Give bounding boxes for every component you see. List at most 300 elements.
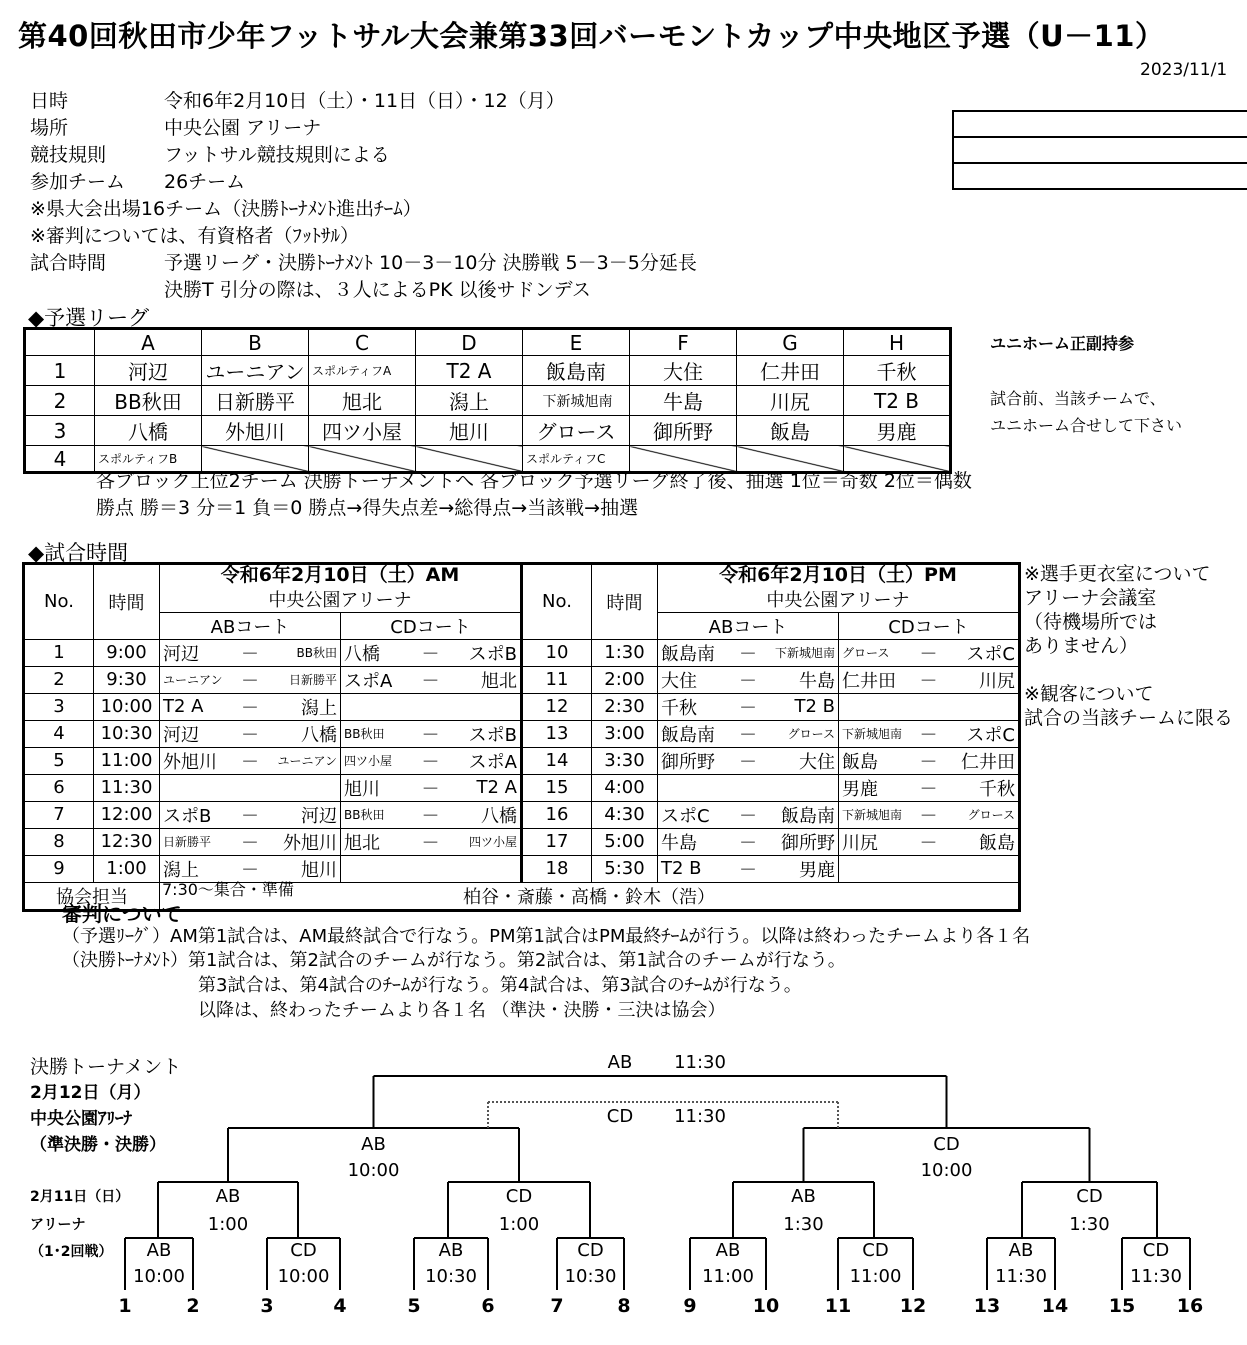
away-team: 八橋 xyxy=(301,724,337,746)
league-row-no: 4 xyxy=(25,446,95,473)
team-cell: ユーニアン xyxy=(202,356,309,386)
away-team: 大住 xyxy=(799,751,835,773)
league-row-no: 2 xyxy=(25,386,95,416)
match-cell xyxy=(839,855,1020,882)
match xyxy=(160,667,340,693)
round1-court: AB xyxy=(715,1240,741,1261)
away-team: スポC xyxy=(966,724,1015,746)
match-time: 5:00 xyxy=(592,828,658,855)
match xyxy=(658,640,838,666)
away-team: 外旭川 xyxy=(283,832,337,854)
referee-line: 以降は、終わったチームより各１名 （準決・決勝・三決は協会） xyxy=(198,1000,726,1021)
uniform-note-title: ユニホーム正副持参 xyxy=(990,334,1135,353)
match xyxy=(658,748,838,774)
match xyxy=(160,829,340,855)
home-team: 飯島南 xyxy=(661,724,715,746)
slot-number: 8 xyxy=(617,1295,631,1317)
schedule-row xyxy=(24,747,1020,774)
league-row xyxy=(25,356,951,386)
match-cell xyxy=(839,693,1020,720)
vs-dash: － xyxy=(739,670,757,692)
match xyxy=(839,829,1018,855)
quarterfinal-court: CD xyxy=(505,1186,533,1207)
locker-note: アリーナ会議室 xyxy=(1024,587,1157,609)
match-cell xyxy=(160,747,341,774)
info-row-datetime xyxy=(30,86,565,113)
league-header-row xyxy=(25,329,951,356)
home-team: 外旭川 xyxy=(163,751,217,773)
slot-number: 12 xyxy=(899,1295,927,1317)
match-cell xyxy=(341,774,522,801)
match-cell xyxy=(160,774,341,801)
court-cd-header: CDコート xyxy=(341,612,522,639)
match-no: 10 xyxy=(522,639,592,666)
team-cell: スポルティフA xyxy=(309,356,416,386)
match-time: 10:30 xyxy=(94,720,160,747)
away-team: 下新城旭南 xyxy=(774,646,835,660)
slot-number: 1 xyxy=(118,1295,132,1317)
group-header: B xyxy=(202,329,309,356)
team-cell: BB秋田 xyxy=(95,386,202,416)
vs-dash: － xyxy=(421,643,440,665)
home-team: 下新城旭南 xyxy=(842,808,903,822)
match xyxy=(839,667,1018,693)
match-cell xyxy=(341,693,522,720)
away-team: 男鹿 xyxy=(799,859,835,881)
page-title: 第40回秋田市少年フットサル大会兼第33回バーモントカップ中央地区予選（U－11） xyxy=(18,19,1165,53)
home-team: 川尻 xyxy=(842,832,878,854)
league-rule-points: 勝点 勝＝3 分＝1 負＝0 勝点→得失点差→総得点→当該戦→抽選 xyxy=(96,497,639,519)
info-label: 参加チーム xyxy=(30,171,126,193)
home-team: 男鹿 xyxy=(842,778,878,800)
schedule-table xyxy=(22,562,1021,912)
team-cell: 飯島南 xyxy=(523,356,630,386)
quarterfinal-time: 1:00 xyxy=(498,1214,540,1235)
assoc-value: 柏谷・斎藤・高橋・鈴木（浩） xyxy=(160,882,1020,910)
info-label: 試合時間 xyxy=(30,252,107,274)
match xyxy=(341,802,520,828)
info-label: 日時 xyxy=(30,90,69,112)
away-team: 飯島 xyxy=(979,832,1015,854)
match xyxy=(658,856,838,882)
league-table xyxy=(23,327,952,474)
am-title: 令和6年2月10日（土）AM xyxy=(160,564,522,586)
quarterfinal-court: AB xyxy=(215,1186,241,1207)
tournament-round2: （1･2回戦） xyxy=(30,1244,113,1260)
match-cell xyxy=(839,801,1020,828)
match-no: 12 xyxy=(522,693,592,720)
group-header: E xyxy=(523,329,630,356)
match-cell xyxy=(160,639,341,666)
match xyxy=(341,721,520,747)
locker-note: （待機場所では xyxy=(1024,611,1158,633)
away-team: 牛島 xyxy=(799,670,835,692)
match xyxy=(160,640,340,666)
quarterfinal-court: AB xyxy=(791,1186,816,1207)
match-cell xyxy=(658,747,839,774)
home-team: 仁井田 xyxy=(842,670,896,692)
slot-number: 4 xyxy=(333,1295,347,1317)
round1-court: CD xyxy=(577,1240,604,1261)
away-team: スポC xyxy=(966,643,1015,665)
info-label: 場所 xyxy=(30,117,69,139)
slot-number: 7 xyxy=(550,1295,564,1317)
gather-note: 7:30～集合・準備 xyxy=(162,880,294,899)
match xyxy=(658,667,838,693)
venue-label: 中央公園アリーナ xyxy=(160,586,522,613)
round1-court: CD xyxy=(290,1240,317,1261)
vs-dash: － xyxy=(739,859,757,881)
match-time: 10:00 xyxy=(94,693,160,720)
tournament-venue2: アリーナ xyxy=(30,1217,86,1233)
match-cell xyxy=(839,774,1020,801)
match-no: 1 xyxy=(24,639,94,666)
home-team: 河辺 xyxy=(163,724,199,746)
team-cell: 潟上 xyxy=(416,386,523,416)
referee-line: （決勝ﾄｰﾅﾒﾝﾄ）第1試合は、第2試合のチームが行なう。第2試合は、第1試合のチームが行なう。 xyxy=(62,950,846,971)
match-cell xyxy=(160,828,341,855)
match-cell xyxy=(658,774,839,801)
team-cell: T2 A xyxy=(416,356,523,386)
away-team: ユーニアン xyxy=(277,754,337,768)
referee-line: （予選ﾘｰｸﾞ）AM第1試合は、AM最終試合で行なう。PM第1試合はPM最終ﾁｰﾑが行う。以降は終わったチームより各１名 xyxy=(62,926,1031,947)
vs-dash: － xyxy=(241,670,259,692)
info-row-match-time xyxy=(30,248,697,275)
vs-dash: － xyxy=(739,805,757,827)
slot-number: 3 xyxy=(260,1295,274,1317)
match-no: 3 xyxy=(24,693,94,720)
away-team: スポA xyxy=(468,751,517,773)
schedule-row xyxy=(24,666,1020,693)
team-cell: 千秋 xyxy=(844,356,951,386)
info-value: フットサル競技規則による xyxy=(164,144,390,166)
tournament-bracket xyxy=(0,1040,1247,1345)
team-cell: 男鹿 xyxy=(844,416,951,446)
round1-time: 11:30 xyxy=(995,1266,1047,1287)
match-no: 16 xyxy=(522,801,592,828)
locker-note: ありません） xyxy=(1024,635,1139,657)
quarterfinal-time: 1:30 xyxy=(1069,1214,1110,1235)
note-prefecture: ※県大会出場16チーム（決勝ﾄｰﾅﾒﾝﾄ進出ﾁｰﾑ） xyxy=(30,198,422,220)
away-team: スポB xyxy=(468,724,517,746)
date-stamp: 2023/11/1 xyxy=(1140,60,1228,80)
match-time: 5:30 xyxy=(592,855,658,882)
court-cd-header: CDコート xyxy=(839,612,1020,639)
col-time-header: 時間 xyxy=(94,564,160,640)
vs-dash: － xyxy=(919,670,938,692)
home-team: 四ツ小屋 xyxy=(344,754,393,768)
match-time: 2:30 xyxy=(592,693,658,720)
match xyxy=(341,775,520,801)
match-cell xyxy=(658,855,839,882)
match-no: 15 xyxy=(522,774,592,801)
away-team: 日新勝平 xyxy=(288,673,337,687)
match xyxy=(341,829,520,855)
league-row xyxy=(25,416,951,446)
round1-court: AB xyxy=(146,1240,172,1261)
match-cell xyxy=(839,639,1020,666)
team-cell: スポルティフB xyxy=(95,446,202,473)
match-time: 1:00 xyxy=(94,855,160,882)
quarterfinal-time: 1:30 xyxy=(783,1214,824,1235)
home-team: ユーニアン xyxy=(163,673,223,687)
schedule-header-row xyxy=(24,564,1020,586)
away-team: グロース xyxy=(967,808,1015,822)
vs-dash: － xyxy=(739,832,757,854)
match-cell xyxy=(341,801,522,828)
round1-time: 10:00 xyxy=(133,1266,185,1287)
match-time: 3:00 xyxy=(592,720,658,747)
tournament-round: （準決勝・決勝） xyxy=(30,1135,166,1155)
semifinal-time: 10:00 xyxy=(347,1160,400,1181)
home-team: BB秋田 xyxy=(344,808,385,822)
round1-time: 10:30 xyxy=(425,1266,477,1287)
vs-dash: － xyxy=(241,643,259,665)
vs-dash: － xyxy=(739,643,757,665)
uniform-note-line: 試合前、当該チームで、 xyxy=(990,389,1166,408)
slot-number: 10 xyxy=(752,1295,780,1317)
match-no: 8 xyxy=(24,828,94,855)
match xyxy=(658,829,838,855)
home-team: 八橋 xyxy=(344,643,380,665)
home-team: 牛島 xyxy=(661,832,697,854)
semifinal-court: AB xyxy=(361,1134,386,1155)
match xyxy=(839,748,1018,774)
group-header: C xyxy=(309,329,416,356)
match-cell xyxy=(658,666,839,693)
away-team: グロース xyxy=(787,727,835,741)
home-team: 旭川 xyxy=(344,778,380,800)
team-cell: 河辺 xyxy=(95,356,202,386)
slot-number: 14 xyxy=(1041,1295,1069,1317)
vs-dash: － xyxy=(421,724,440,746)
home-team: BB秋田 xyxy=(344,727,385,741)
home-team: スポA xyxy=(344,670,393,692)
home-team: 日新勝平 xyxy=(163,835,212,849)
match xyxy=(160,748,340,774)
info-row-venue xyxy=(30,113,321,140)
referee-line: 第3試合は、第4試合のﾁｰﾑが行なう。第4試合は、第3試合のﾁｰﾑが行なう。 xyxy=(198,975,802,996)
uniform-note-line: ユニホーム合せして下さい xyxy=(990,416,1183,435)
team-cell: 大住 xyxy=(630,356,737,386)
match-cell xyxy=(160,693,341,720)
group-header: A xyxy=(95,329,202,356)
match-no: 13 xyxy=(522,720,592,747)
locker-note: ※選手更衣室について xyxy=(1024,563,1211,585)
away-team: 河辺 xyxy=(301,805,337,827)
schedule-row xyxy=(24,693,1020,720)
home-team: 飯島 xyxy=(842,751,878,773)
round1-court: AB xyxy=(438,1240,464,1261)
semifinal-court: CD xyxy=(933,1134,960,1155)
away-team: 四ツ小屋 xyxy=(468,835,517,849)
match-cell xyxy=(341,639,522,666)
match-cell xyxy=(658,693,839,720)
blank-box xyxy=(952,136,1247,164)
league-corner xyxy=(25,329,95,356)
team-cell: 飯島 xyxy=(737,416,844,446)
group-header: G xyxy=(737,329,844,356)
vs-dash: － xyxy=(421,778,440,800)
tournament-date2: 2月11日（日） xyxy=(30,1189,130,1205)
slot-number: 11 xyxy=(824,1295,852,1317)
match-cell xyxy=(658,801,839,828)
match-cell xyxy=(658,828,839,855)
schedule-heading: ◆試合時間 xyxy=(28,541,129,565)
final-court: AB xyxy=(607,1052,633,1073)
info-value: 中央公園 アリーナ xyxy=(164,117,322,139)
match xyxy=(839,721,1018,747)
vs-dash: － xyxy=(241,805,259,827)
vs-dash: － xyxy=(919,643,938,665)
audience-note: ※観客について xyxy=(1024,683,1154,705)
league-rule-advance: 各ブロック上位2チーム 決勝トーナメントへ 各ブロック予選リーグ終了後、抽選 1位＝奇数 2位＝偶数 xyxy=(96,470,972,492)
slot-number: 5 xyxy=(407,1295,421,1317)
away-team: 旭北 xyxy=(481,670,517,692)
vs-dash: － xyxy=(919,832,938,854)
match-time: 11:00 xyxy=(94,747,160,774)
note-referee: ※審判については、有資格者（ﾌｯﾄｻﾙ） xyxy=(30,225,360,247)
team-cell: 下新城旭南 xyxy=(523,386,630,416)
slot-number: 13 xyxy=(973,1295,1001,1317)
match xyxy=(658,721,838,747)
slot-number: 16 xyxy=(1176,1295,1204,1317)
vs-dash: － xyxy=(919,751,938,773)
match xyxy=(341,640,520,666)
match-no: 4 xyxy=(24,720,94,747)
vs-dash: － xyxy=(241,724,259,746)
home-team: T2 A xyxy=(163,696,204,717)
quarterfinal-time: 1:00 xyxy=(207,1214,249,1235)
quarterfinal-court: CD xyxy=(1076,1186,1103,1207)
match-cell xyxy=(839,828,1020,855)
round1-court: CD xyxy=(1142,1240,1170,1261)
third-place-court: CD xyxy=(606,1106,634,1127)
match xyxy=(839,775,1018,801)
vs-dash: － xyxy=(739,724,757,746)
match-time: 12:30 xyxy=(94,828,160,855)
match xyxy=(839,802,1018,828)
blank-box xyxy=(952,162,1247,190)
round1-time: 11:30 xyxy=(1130,1266,1182,1287)
team-cell: 外旭川 xyxy=(202,416,309,446)
match xyxy=(658,694,838,720)
right-notes xyxy=(1024,562,1233,730)
home-team: 千秋 xyxy=(661,697,697,719)
match-time: 11:30 xyxy=(94,774,160,801)
league-row-no: 1 xyxy=(25,356,95,386)
match xyxy=(658,802,838,828)
info-value: 予選リーグ・決勝ﾄｰﾅﾒﾝﾄ 10－3－10分 決勝戦 5－3－5分延長 xyxy=(164,252,697,274)
match-time: 9:00 xyxy=(94,639,160,666)
home-team: 旭北 xyxy=(344,832,380,854)
match-cell xyxy=(658,720,839,747)
vs-dash: － xyxy=(421,751,440,773)
away-team: 御所野 xyxy=(781,832,835,854)
league-heading: ◆予選リーグ xyxy=(28,306,150,330)
home-team: 下新城旭南 xyxy=(842,727,903,741)
match-no: 6 xyxy=(24,774,94,801)
round1-time: 11:00 xyxy=(702,1266,754,1287)
vs-dash: － xyxy=(919,778,938,800)
vs-dash: － xyxy=(739,751,757,773)
home-team: グロース xyxy=(842,646,890,660)
round1-court: AB xyxy=(1008,1240,1034,1261)
court-ab-header: ABコート xyxy=(160,612,341,639)
vs-dash: － xyxy=(919,805,938,827)
match xyxy=(839,640,1018,666)
assoc-label: 協会担当 xyxy=(24,882,160,910)
home-team: T2 B xyxy=(661,858,702,879)
match-cell xyxy=(839,666,1020,693)
match-no: 9 xyxy=(24,855,94,882)
vs-dash: － xyxy=(241,859,259,881)
away-team: T2 B xyxy=(794,696,835,717)
vs-dash: － xyxy=(241,832,259,854)
match-cell xyxy=(839,747,1020,774)
home-team: 御所野 xyxy=(661,751,715,773)
match-cell xyxy=(341,747,522,774)
match-no: 5 xyxy=(24,747,94,774)
away-team: 仁井田 xyxy=(961,751,1015,773)
match-no: 7 xyxy=(24,801,94,828)
team-cell: 八橋 xyxy=(95,416,202,446)
home-team: 大住 xyxy=(661,670,697,692)
slot-number: 2 xyxy=(186,1295,200,1317)
league-row xyxy=(25,386,951,416)
info-value: 令和6年2月10日（土）・11日（日）・12（月） xyxy=(164,90,565,112)
away-team: 川尻 xyxy=(979,670,1015,692)
round1-time: 10:30 xyxy=(564,1266,617,1287)
team-cell: 日新勝平 xyxy=(202,386,309,416)
team-cell: スポルティフC xyxy=(523,446,630,473)
group-header: H xyxy=(844,329,951,356)
col-time-header: 時間 xyxy=(592,564,658,640)
match-no: 11 xyxy=(522,666,592,693)
match-cell xyxy=(160,720,341,747)
round1-time: 10:00 xyxy=(277,1266,330,1287)
match-no: 2 xyxy=(24,666,94,693)
match-no: 17 xyxy=(522,828,592,855)
away-team: BB秋田 xyxy=(296,646,337,660)
tournament-title: 決勝トーナメント xyxy=(30,1056,182,1078)
league-row-no: 3 xyxy=(25,416,95,446)
away-team: T2 A xyxy=(476,777,517,798)
team-cell: 旭川 xyxy=(416,416,523,446)
group-header: D xyxy=(416,329,523,356)
info-row-teams xyxy=(30,167,245,194)
match-time-pk-note: 決勝T 引分の際は、３人によるPK 以後サドンデス xyxy=(164,279,591,301)
team-cell: 牛島 xyxy=(630,386,737,416)
group-header: F xyxy=(630,329,737,356)
home-team: スポB xyxy=(163,805,212,827)
away-team: スポB xyxy=(468,643,517,665)
col-no-header: No. xyxy=(24,564,94,640)
away-team: 旭川 xyxy=(301,859,337,881)
col-no-header: No. xyxy=(522,564,592,640)
vs-dash: － xyxy=(919,724,938,746)
semifinal-time: 10:00 xyxy=(920,1160,973,1181)
home-team: スポC xyxy=(661,805,710,827)
match-cell xyxy=(341,720,522,747)
match-cell xyxy=(341,855,522,882)
match-no: 18 xyxy=(522,855,592,882)
info-label: 競技規則 xyxy=(30,144,107,166)
match-time: 4:30 xyxy=(592,801,658,828)
home-team: 河辺 xyxy=(163,643,199,665)
match-time: 1:30 xyxy=(592,639,658,666)
pm-title: 令和6年2月10日（土）PM xyxy=(658,564,1020,586)
